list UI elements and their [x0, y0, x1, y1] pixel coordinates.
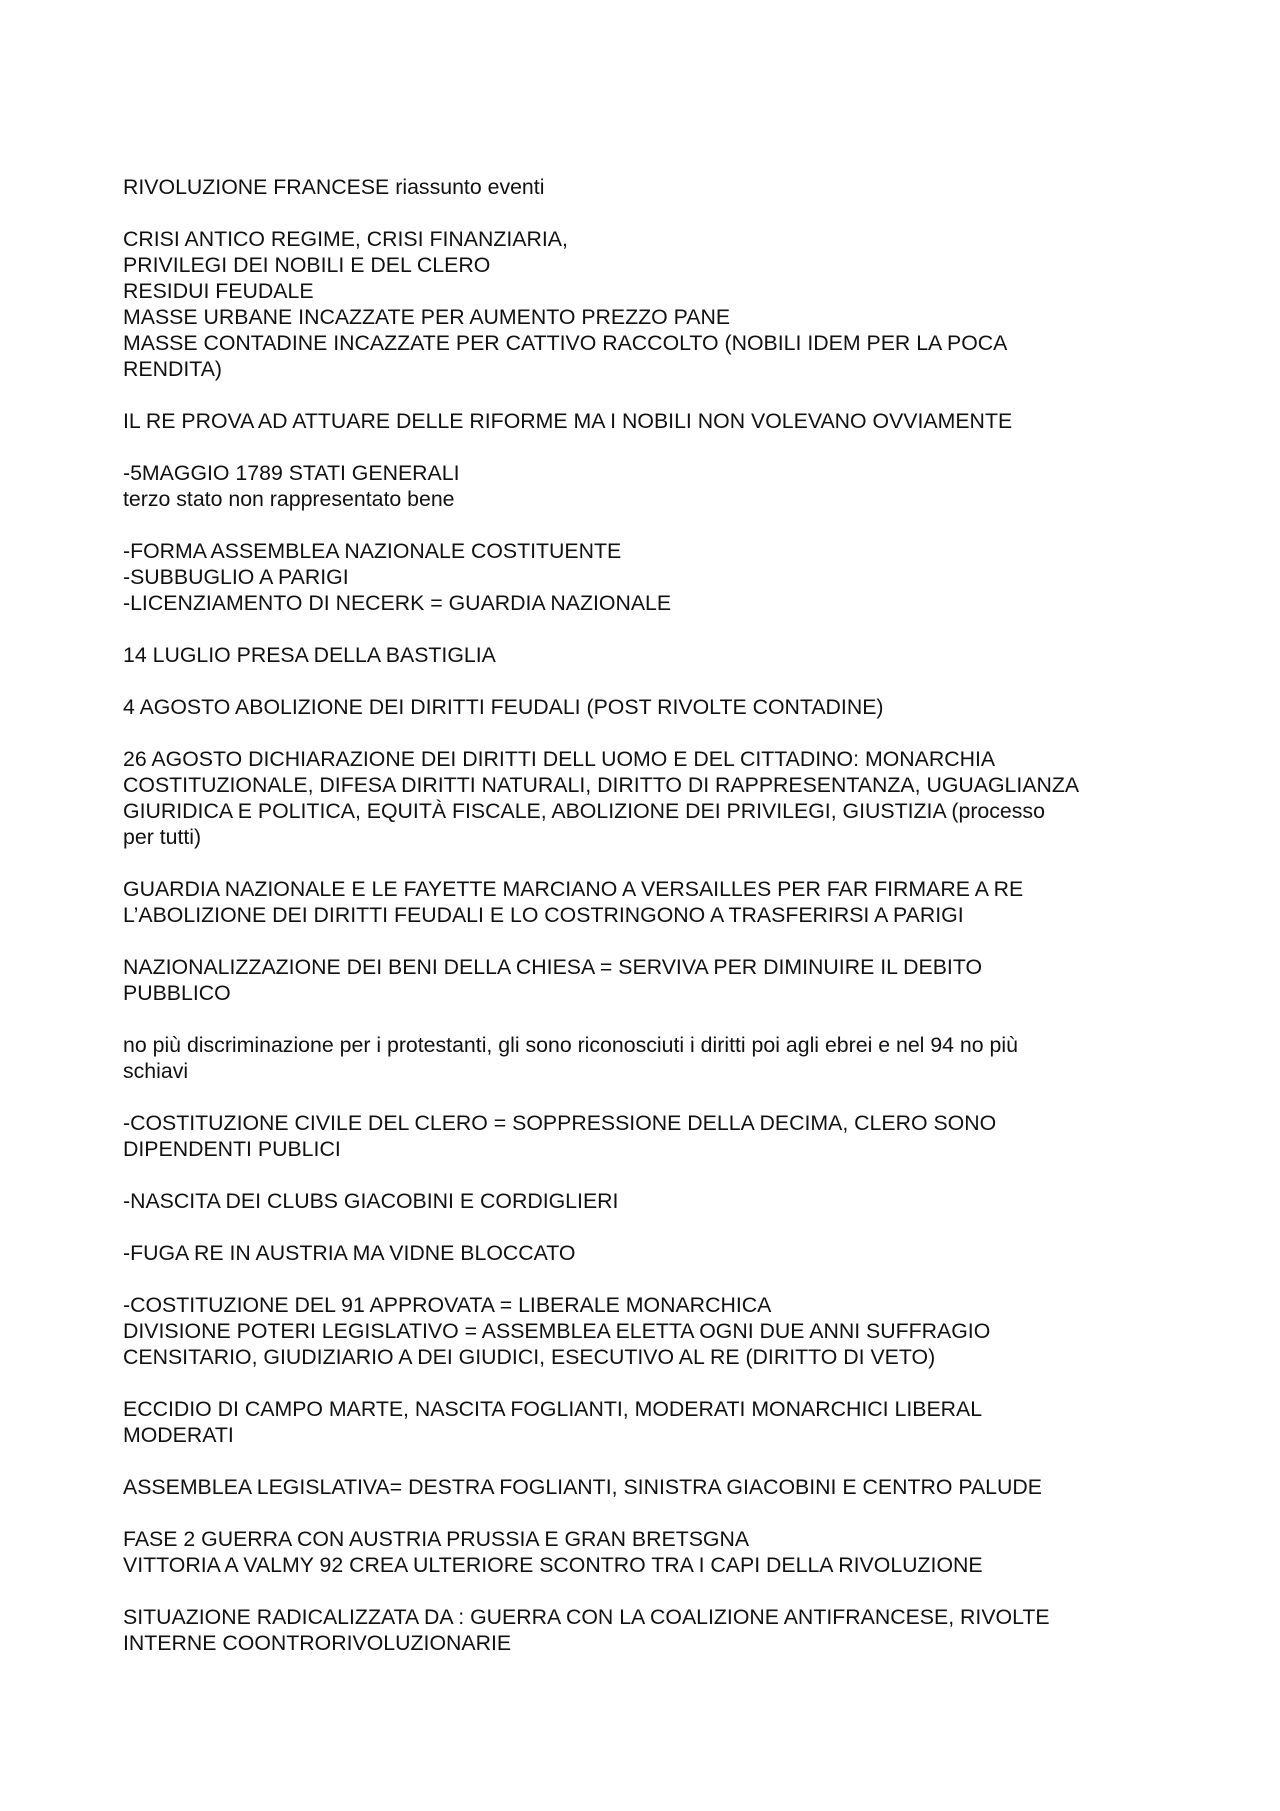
text-line: CENSITARIO, GIUDIZIARIO A DEI GIUDICI, ESECUTIVO AL RE (DIRITTO DI VETO)	[123, 1345, 936, 1369]
text-line: INTERNE COONTRORIVOLUZIONARIE	[123, 1631, 512, 1655]
paragraph	[123, 1474, 1163, 1500]
paragraph	[123, 1604, 1163, 1656]
text-line: 4 AGOSTO ABOLIZIONE DEI DIRITTI FEUDALI (POST RIVOLTE CONTADINE)	[123, 695, 884, 719]
text-line: MODERATI	[123, 1423, 234, 1447]
paragraph	[123, 408, 1163, 434]
document-title	[123, 174, 1163, 200]
paragraph	[123, 642, 1163, 668]
text-line: NAZIONALIZZAZIONE DEI BENI DELLA CHIESA = SERVIVA PER DIMINUIRE IL DEBITO	[123, 955, 983, 979]
paragraph	[123, 694, 1163, 720]
text-line: MASSE URBANE INCAZZATE PER AUMENTO PREZZO PANE	[123, 305, 731, 329]
text-line: -SUBBUGLIO A PARIGI	[123, 565, 349, 589]
text-line: RESIDUI FEUDALE	[123, 279, 314, 303]
paragraph	[123, 1032, 1163, 1084]
paragraph	[123, 954, 1163, 1006]
paragraph	[123, 876, 1163, 928]
text-line: 26 AGOSTO DICHIARAZIONE DEI DIRITTI DELL UOMO E DEL CITTADINO: MONARCHIA	[123, 747, 996, 771]
paragraph	[123, 746, 1163, 850]
text-line: RENDITA)	[123, 357, 222, 381]
paragraph	[123, 1188, 1163, 1214]
text-line: GIURIDICA E POLITICA, EQUITÀ FISCALE, ABOLIZIONE DEI PRIVILEGI, GIUSTIZIA (processo	[123, 799, 1045, 823]
text-line: IL RE PROVA AD ATTUARE DELLE RIFORME MA I NOBILI NON VOLEVANO OVVIAMENTE	[123, 409, 1013, 433]
text-line: 14 LUGLIO PRESA DELLA BASTIGLIA	[123, 643, 496, 667]
text-line: ECCIDIO DI CAMPO MARTE, NASCITA FOGLIANTI, MODERATI MONARCHICI LIBERAL	[123, 1397, 983, 1421]
document-page	[123, 174, 1163, 1682]
text-line: DIVISIONE POTERI LEGISLATIVO = ASSEMBLEA ELETTA OGNI DUE ANNI SUFFRAGIO	[123, 1319, 991, 1343]
paragraph	[123, 1110, 1163, 1162]
text-line: -NASCITA DEI CLUBS GIACOBINI E CORDIGLIERI	[123, 1189, 619, 1213]
title-subtitle: riassunto eventi	[395, 175, 545, 199]
text-line: terzo stato non rappresentato bene	[123, 487, 455, 511]
paragraph	[123, 1292, 1163, 1370]
text-line: FASE 2 GUERRA CON AUSTRIA PRUSSIA E GRAN BRETSGNA	[123, 1527, 750, 1551]
text-line: schiavi	[123, 1059, 189, 1083]
document-body	[123, 226, 1163, 1656]
text-line: GUARDIA NAZIONALE E LE FAYETTE MARCIANO A VERSAILLES PER FAR FIRMARE A RE	[123, 877, 1024, 901]
text-line: SITUAZIONE RADICALIZZATA DA : GUERRA CON LA COALIZIONE ANTIFRANCESE, RIVOLTE	[123, 1605, 1050, 1629]
paragraph	[123, 1526, 1163, 1578]
paragraph	[123, 538, 1163, 616]
text-line: no più discriminazione per i protestanti, gli sono riconosciuti i diritti poi agli ebrei e nel 94 no più	[123, 1033, 1018, 1057]
text-line: CRISI ANTICO REGIME, CRISI FINANZIARIA,	[123, 227, 568, 251]
text-line: -COSTITUZIONE DEL 91 APPROVATA = LIBERALE MONARCHICA	[123, 1293, 772, 1317]
text-line: DIPENDENTI PUBLICI	[123, 1137, 341, 1161]
text-line: MASSE CONTADINE INCAZZATE PER CATTIVO RACCOLTO (NOBILI IDEM PER LA POCA	[123, 331, 1008, 355]
text-line: -5MAGGIO 1789 STATI GENERALI	[123, 461, 460, 485]
text-line: PRIVILEGI DEI NOBILI E DEL CLERO	[123, 253, 491, 277]
text-line: per tutti)	[123, 825, 202, 849]
text-line: COSTITUZIONALE, DIFESA DIRITTI NATURALI, DIRITTO DI RAPPRESENTANZA, UGUAGLIANZA	[123, 773, 1080, 797]
text-line: -FUGA RE IN AUSTRIA MA VIDNE BLOCCATO	[123, 1241, 576, 1265]
text-line: ASSEMBLEA LEGISLATIVA= DESTRA FOGLIANTI, SINISTRA GIACOBINI E CENTRO PALUDE	[123, 1475, 1042, 1499]
text-line: -LICENZIAMENTO DI NECERK = GUARDIA NAZIONALE	[123, 591, 672, 615]
text-line: L’ABOLIZIONE DEI DIRITTI FEUDALI E LO COSTRINGONO A TRASFERIRSI A PARIGI	[123, 903, 964, 927]
paragraph	[123, 226, 1163, 382]
text-line: PUBBLICO	[123, 981, 231, 1005]
text-line: -FORMA ASSEMBLEA NAZIONALE COSTITUENTE	[123, 539, 622, 563]
paragraph	[123, 460, 1163, 512]
title-main: RIVOLUZIONE FRANCESE	[123, 175, 390, 199]
text-line: VITTORIA A VALMY 92 CREA ULTERIORE SCONTRO TRA I CAPI DELLA RIVOLUZIONE	[123, 1553, 983, 1577]
paragraph	[123, 1240, 1163, 1266]
text-line: -COSTITUZIONE CIVILE DEL CLERO = SOPPRESSIONE DELLA DECIMA, CLERO SONO	[123, 1111, 997, 1135]
paragraph	[123, 1396, 1163, 1448]
